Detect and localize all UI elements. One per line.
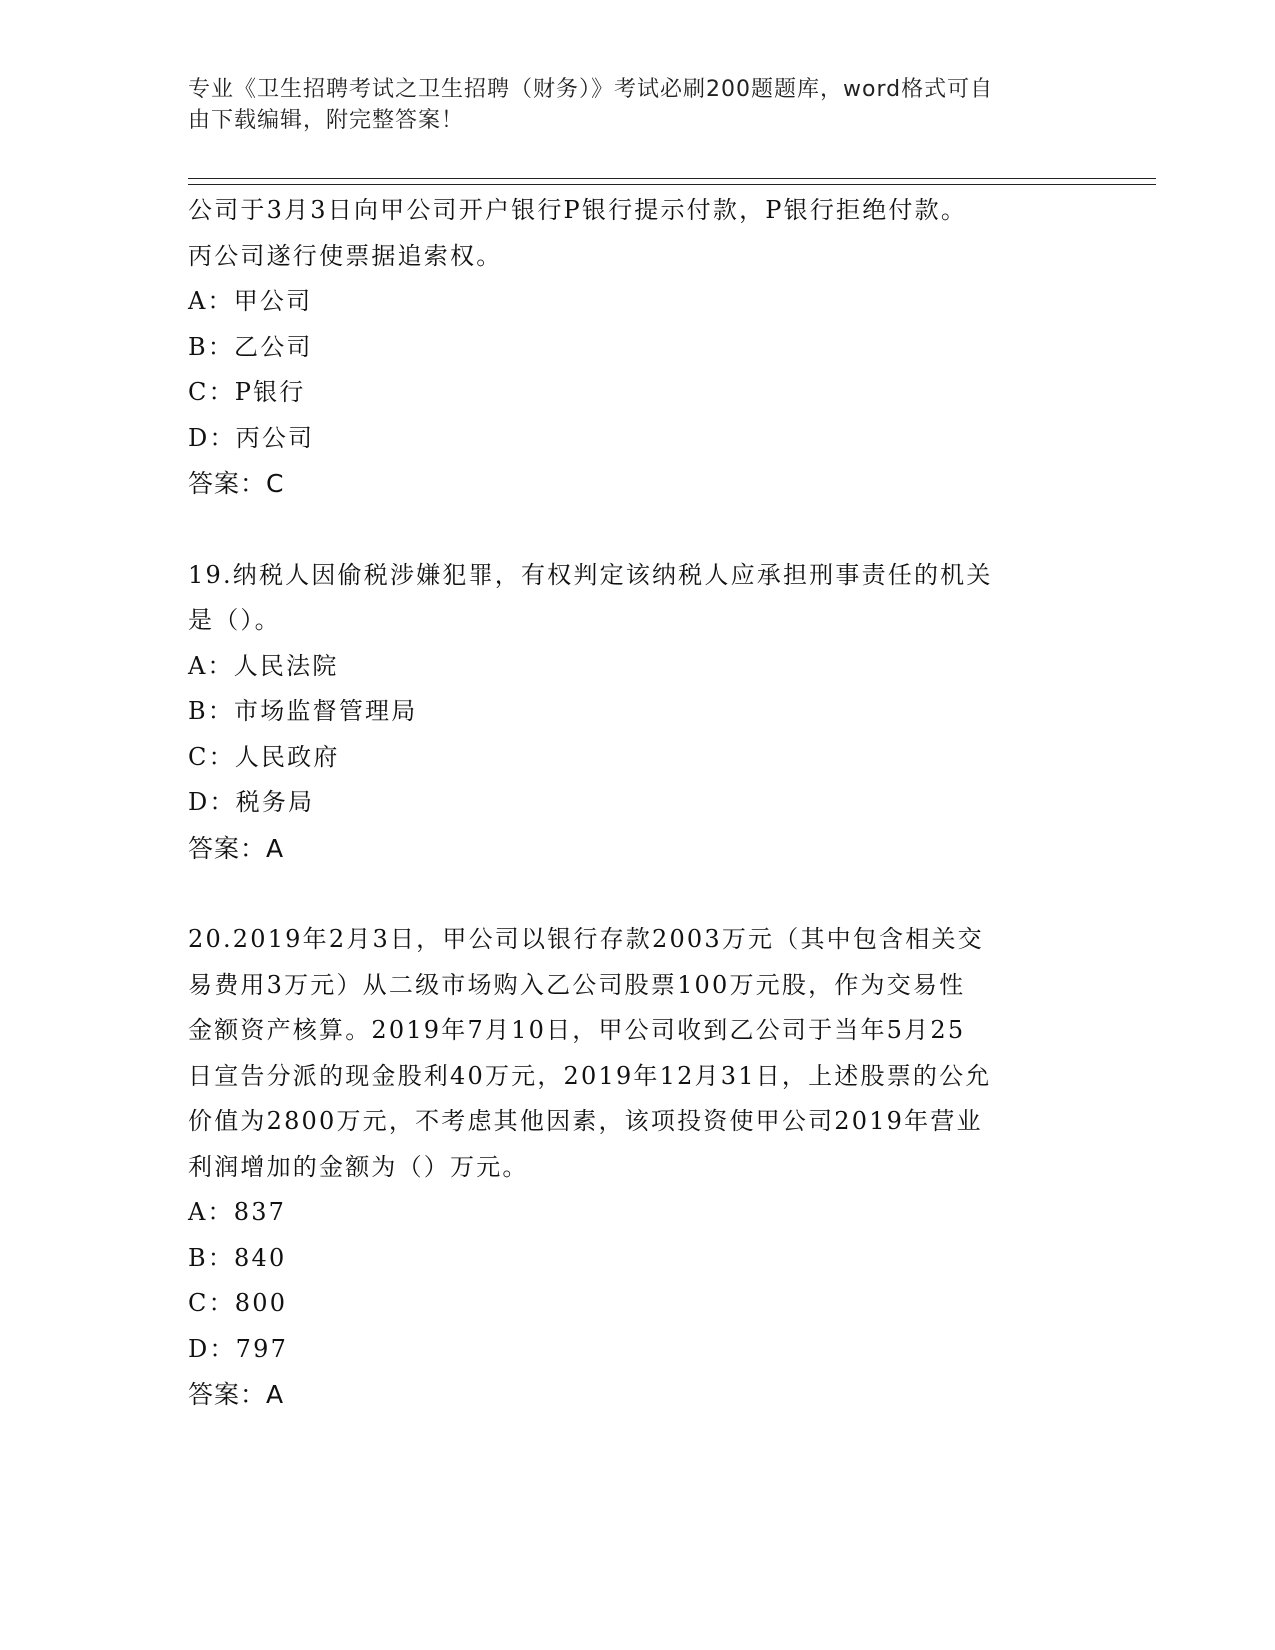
question-20	[188, 917, 1088, 1418]
option-d: D：丙公司	[188, 423, 315, 452]
option-b: B：市场监督管理局	[188, 697, 418, 725]
option-d: D：税务局	[188, 788, 315, 816]
question-text-line: 易费用3万元）从二级市场购入乙公司股票100万元股，作为交易性	[188, 970, 966, 999]
question-text-line: 公司于3月3日向甲公司开户银行P银行提示付款，P银行拒绝付款。	[188, 196, 968, 224]
question-text-line: 20.2019年2月3日，甲公司以银行存款2003万元（其中包含相关交	[188, 925, 984, 953]
answer-line: 答案：A	[188, 1380, 285, 1409]
option-d: D：797	[188, 1334, 289, 1363]
question-text-line: 是（）。	[188, 606, 281, 634]
option-b: B：乙公司	[188, 332, 313, 361]
question-text-line: 丙公司遂行使票据追索权。	[188, 241, 503, 270]
option-a: A：甲公司	[188, 287, 313, 315]
question-text-line: 19.纳税人因偷税涉嫌犯罪，有权判定该纳税人应承担刑事责任的机关	[188, 560, 993, 589]
question-spacer	[188, 507, 1088, 553]
answer-line: 答案：C	[188, 469, 285, 498]
header-line-2: 由下载编辑，附完整答案！	[188, 108, 465, 133]
question-19	[188, 553, 1088, 872]
question-text-line: 利润增加的金额为（）万元。	[188, 1152, 529, 1181]
option-a: A：837	[188, 1198, 287, 1226]
option-a: A：人民法院	[188, 651, 339, 680]
document-header	[188, 74, 1088, 136]
question-continued	[188, 188, 1088, 507]
question-text-line: 价值为2800万元，不考虑其他因素，该项投资使甲公司2019年营业	[188, 1107, 983, 1135]
answer-line: 答案：A	[188, 833, 285, 863]
option-c: C：800	[188, 1289, 288, 1317]
header-divider-bottom	[188, 184, 1156, 185]
question-text-line: 日宣告分派的现金股利40万元，2019年12月31日，上述股票的公允	[188, 1061, 992, 1090]
header-line-1: 专业《卫生招聘考试之卫生招聘（财务）》考试必刷200题题库，word格式可自	[188, 77, 994, 102]
document-body	[188, 188, 1088, 1418]
question-text-line: 金额资产核算。2019年7月10日，甲公司收到乙公司于当年5月25	[188, 1016, 966, 1044]
option-c: C：P银行	[188, 378, 306, 406]
header-divider-top	[188, 178, 1156, 179]
option-b: B：840	[188, 1243, 287, 1272]
question-spacer	[188, 871, 1088, 917]
option-c: C：人民政府	[188, 742, 340, 771]
